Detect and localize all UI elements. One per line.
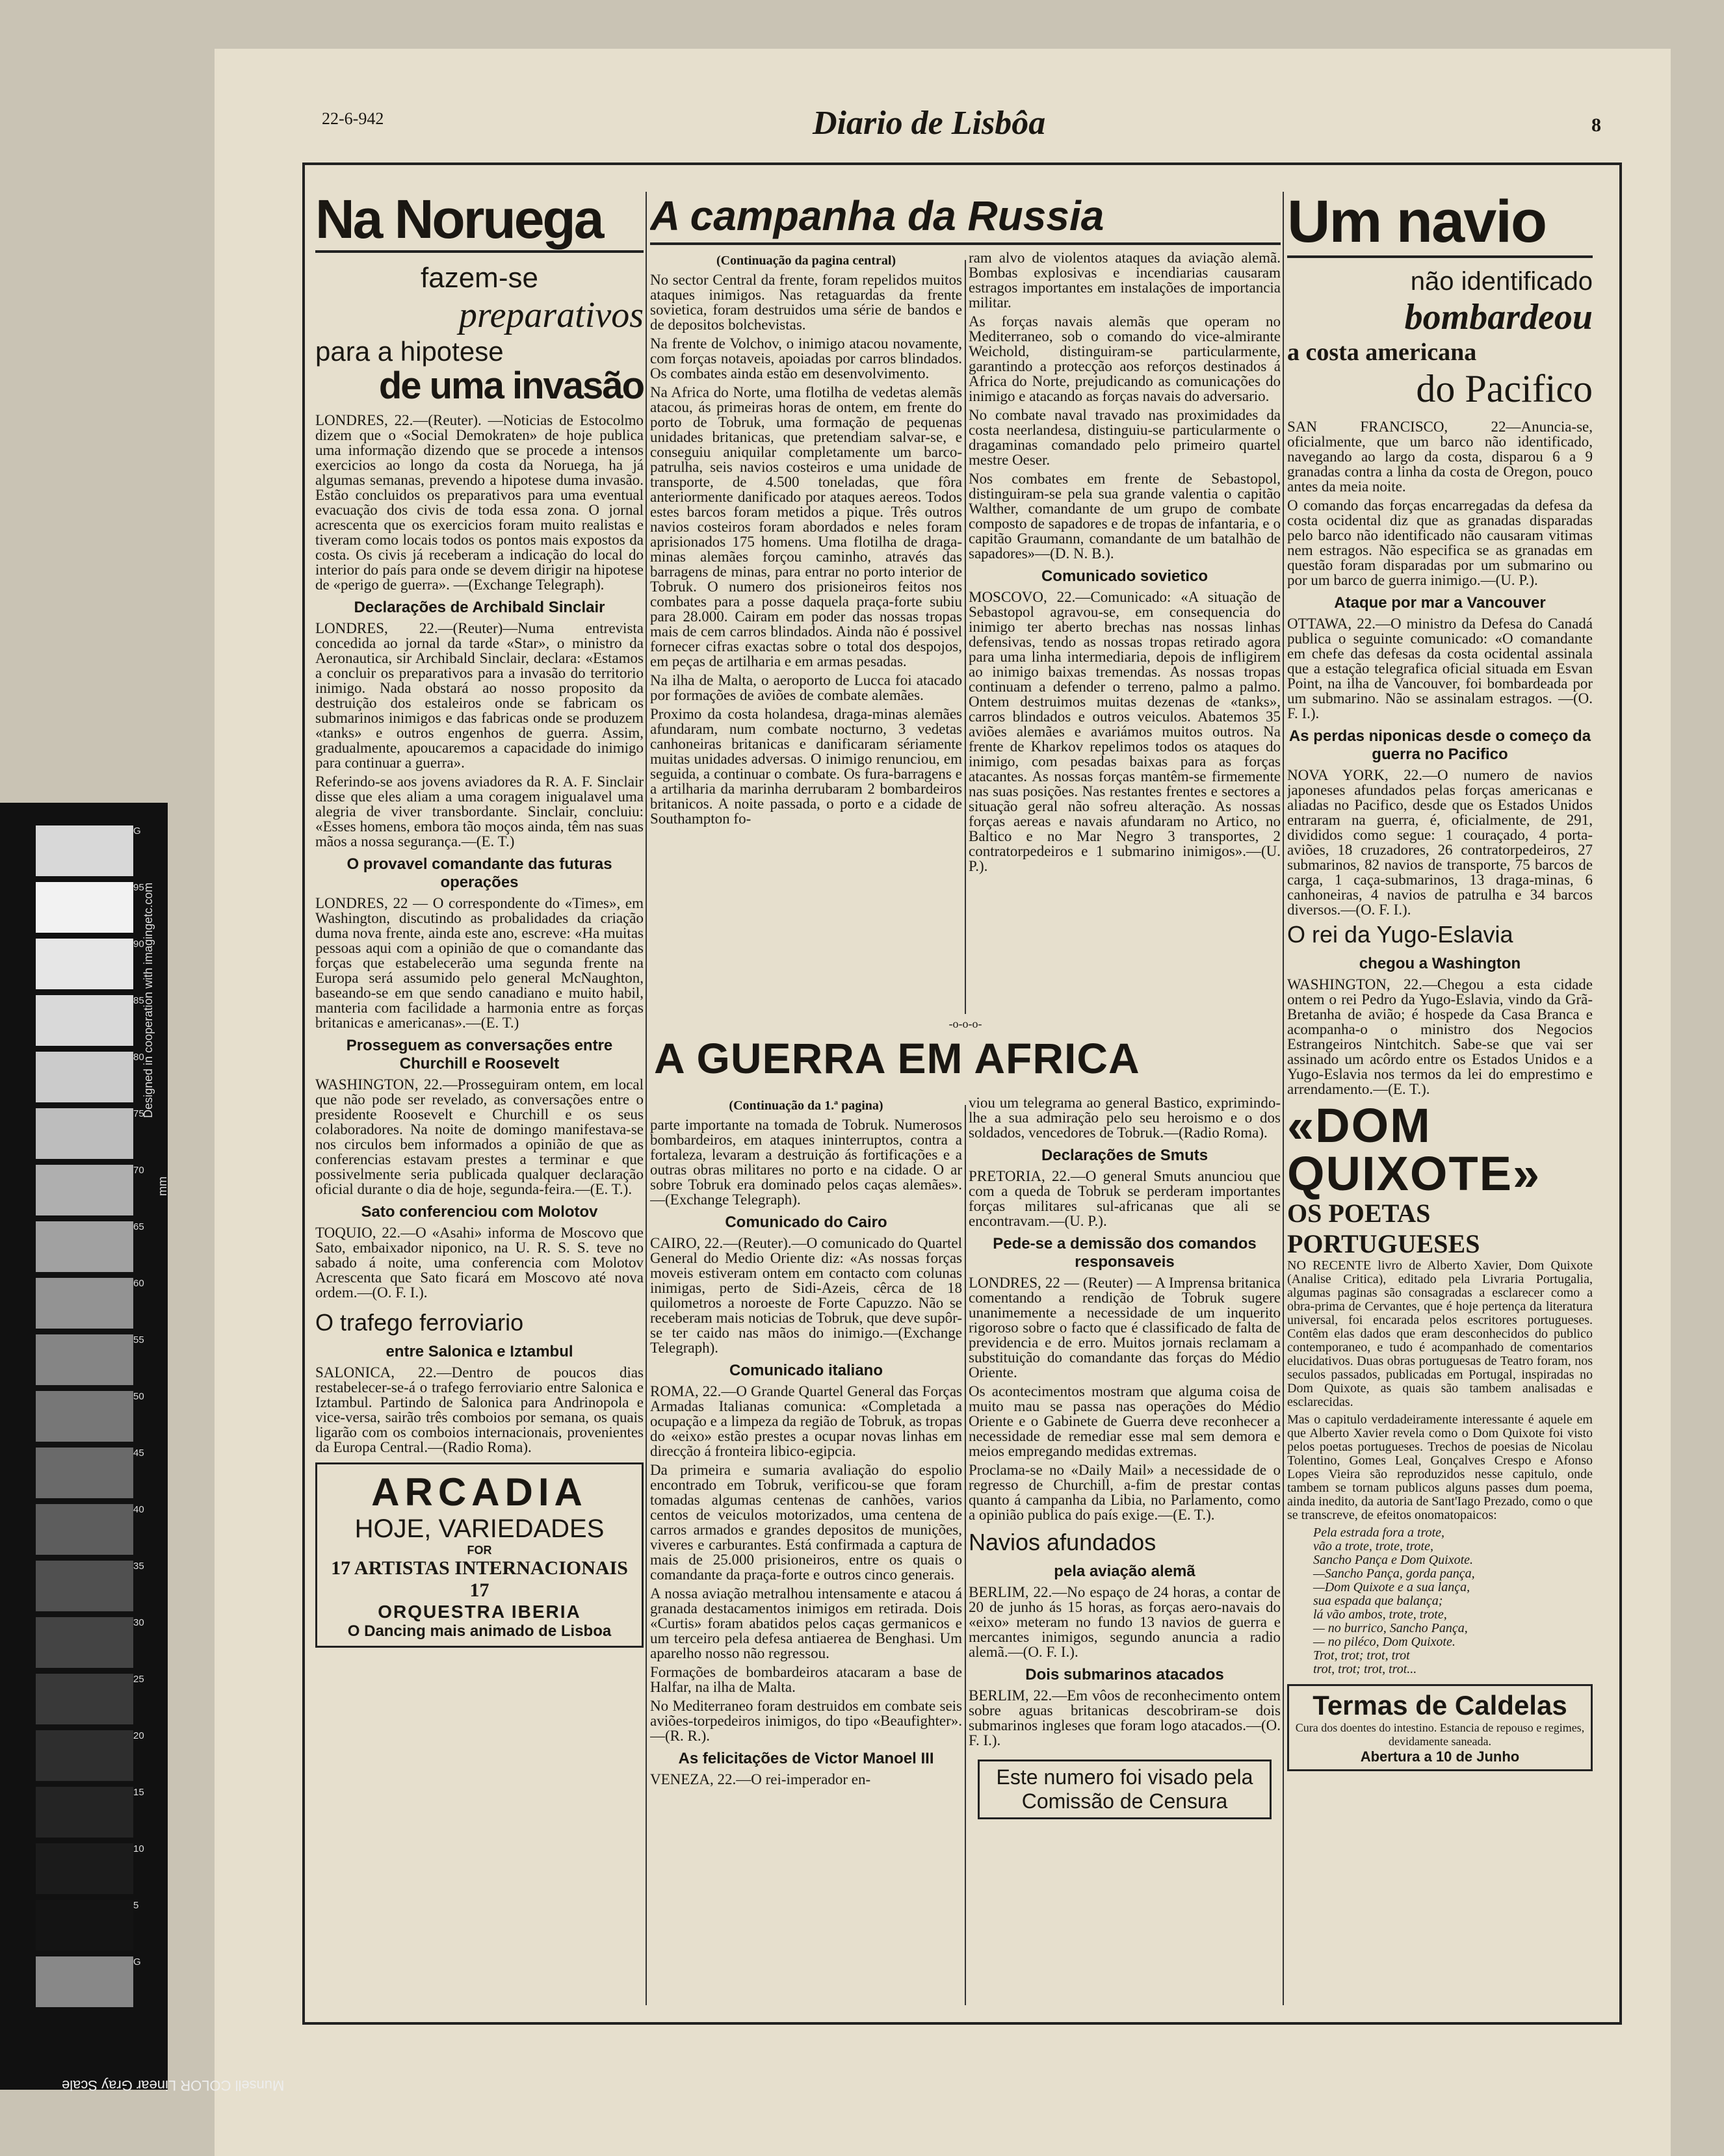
- paragraph: NOVA YORK, 22.—O numero de navios japoneses afundados pelas forças americanas e aliadas no Pacifico, desde que os Estados Unidos entraram na guerra, é, oficialmente, de 291, divididos como segue: 1 couraçado, 4 porta-aviões, 18 cruzadores, 26 contratorpedeiros, 27 submarinos, 82 navios de transporte, 75 barcos de carga, 1 caça-submarinos, 13 draga-minas, 6 canhoneiras, 4 navios de patrulha e 34 barcos diversos.—(O. F. I.).: [1287, 767, 1593, 918]
- continuation-note: (Continuação da pagina central): [716, 253, 896, 268]
- section-heading: O provavel comandante das futuras operações: [346, 855, 612, 891]
- paragraph: OTTAWA, 22.—O ministro da Defesa do Canadá publica o seguinte comunicado: «O comandante em chefe das defesas da costa ocidental assinala que a estação telegrafica oficial situada em Esvan Point, na ilha de Vancouver, foi bombardeada por um submarino. Não se assinalam estragos. —(O. F. I.).: [1287, 616, 1593, 721]
- paragraph: As forças navais alemãs que operam no Mediterraneo, sob o comando do vice-almirante Weichold, distinguiram-se particularmente, garantindo a protecção aos reforços destinados á Africa do Norte, prejudicando as comunicações do inimigo e atacando as forças navais do adversario.: [969, 313, 1281, 404]
- section-heading: «DOM QUIXOTE»: [1287, 1098, 1541, 1201]
- africa-column-b: [969, 1095, 1281, 2005]
- section-subheading: pela aviação alemã: [1054, 1563, 1195, 1580]
- paragraph: MOSCOVO, 22.—Comunicado: «A situação de Sebastopol agravou-se, em consequencia do inimigo ter aberto brechas nas nossas linhas defensivas, tendo as nossas tropas retirado agora para uma linha intermediaria, depois de infligirem ao inimigo baixas tremendas. As nossas tropas continuam a defender o terreno, palmo a palmo. Ontem destruimos muitas dezenas de «tanks», carros blindados e outros veiculos. Abatemos 35 aviões alemães e avariámos muitos outros. Na frente de Kharkov repelimos todos os ataques do inimigo, com pesadas baixas para as forças atacantes. As nossas forças mantêm-se firmemente nas suas posições. Nas restantes frentes e sectores a situação geral não sofreu alteração. As nossas forças aereas e navais afundaram no Artico, no Baltico e no Mar Negro 3 transportes, 2 contratorpedeiros e 1 submarino inimigos».—(U. P.).: [969, 589, 1281, 874]
- gray-scale-tick-label: 95: [133, 882, 144, 893]
- poem-line: —Dom Quixote e a sua lança,: [1313, 1580, 1470, 1594]
- headline: Na Noruega: [315, 192, 644, 253]
- headline: Um navio: [1287, 192, 1593, 258]
- section-heading: As felicitações de Victor Manoel III: [678, 1750, 934, 1767]
- paragraph: Nos combates em frente de Sebastopol, distinguiram-se pela sua grande valentia o capitão Walther, comandante de um grupo de combate composto de sapadores e de tropas de infantaria, e o capitão Graumann, comandante de um batalhão de sapadores»—(D. N. B.).: [969, 471, 1281, 562]
- masthead: Diario de Lisbôa: [813, 105, 1046, 142]
- poem-line: — no burrico, Sancho Pança,: [1313, 1621, 1468, 1635]
- subheadline: para a hipotese: [315, 336, 504, 367]
- section-heading: Prosseguem as conversações entre Churchill e Roosevelt: [346, 1037, 613, 1072]
- subheadline: bombardeou: [1404, 297, 1593, 337]
- paragraph: parte importante na tomada de Tobruk. Numerosos bombardeiros, em ataques ininterruptos, contra a fortaleza, levaram a destruição ás fortificações e a outras obras militares no porto e na cidade. O ar sobre Tobruk era dominado pelos caças alemães».—(Exchange Telegraph).: [650, 1117, 962, 1208]
- gray-scale-tick-label: 50: [133, 1391, 144, 1402]
- ad-title: ARCADIA: [371, 1470, 588, 1514]
- gray-scale-tick-label: 65: [133, 1221, 144, 1232]
- paragraph: TOQUIO, 22.—O «Asahi» informa de Moscovo que Sato, embaixador niponico, na U. R. S. S. teve no sabado á noite, uma conferencia com Molotov Acrescenta que Sato ficará em Moscovo até nova ordem.—(O. F. I.).: [315, 1225, 644, 1301]
- paragraph: LONDRES, 22 — O correspondente do «Times», em Washington, discutindo as probalidades da criação duma nova frente, ainda este ano, escreve: «Ha muitas pessoas aqui com a opinião de que o comandante das forças que estabelecerão uma segunda frente na Europa será assumido pelo general McNaughton, baseando-se em que sendo canadiano e muito habil, manteria com facilidade a harmonia entre as forças britanicas e americanas».—(E. T.): [315, 895, 644, 1031]
- section-heading: Comunicado italiano: [729, 1362, 883, 1379]
- paragraph: No sector Central da frente, foram repelidos muitos ataques inimigos. Nas retaguardas da frente sovietica, foram destruidos uma série de bandos e de depositos bolchevistas.: [650, 272, 962, 333]
- ad-line: ORQUESTRA IBERIA: [378, 1602, 581, 1622]
- section-heading: Navios afundados: [969, 1529, 1156, 1555]
- gray-scale-tick-label: 35: [133, 1561, 144, 1572]
- subheadline: do Pacifico: [1416, 367, 1593, 410]
- paragraph: BERLIM, 22.—Em vôos de reconhecimento ontem sobre aguas britanicas descobriram-se dois submarinos ingleses que foram logo atacados.—(O. F. I.).: [969, 1687, 1281, 1748]
- paragraph: O comando das forças encarregadas da defesa da costa ocidental diz que as granadas disparadas pelo barco não identificado não causaram vitimas nem estragos. Não especifica se as granadas em questão foram disparadas por um submarino ou por um barco de guerra inimigo.—(U. P.).: [1287, 497, 1593, 588]
- paragraph: CAIRO, 22.—(Reuter).—O comunicado do Quartel General do Medio Oriente diz: «As nossas forças moveis estiveram ontem em contacto com colunas inimigas, perto de Sidi-Azeis, cêrca de 18 quilometros a noroeste de Forte Capuzzo. Não se receberam mais noticias de Tobruk, que deve supôr-se ter caido nas mãos do inimigo.—(Exchange Telegraph).: [650, 1235, 962, 1356]
- subheadline: a costa americana: [1287, 339, 1477, 366]
- gray-scale-tick-label: G: [133, 825, 141, 837]
- gray-scale-tick-label: 15: [133, 1787, 144, 1798]
- poem-line: trot, trot; trot, trot...: [1313, 1662, 1417, 1676]
- gray-scale-tick-label: 75: [133, 1108, 144, 1119]
- paragraph: Formações de bombardeiros atacaram a base de Halfar, na ilha de Malta.: [650, 1664, 962, 1695]
- poem-line: lá vão ambos, trote, trote,: [1313, 1607, 1447, 1622]
- paragraph: WASHINGTON, 22.—Prosseguiram ontem, em local que não pode ser revelado, as conversações entre o presidente Roosevelt e Churchill e os seus colaboradores. Na noite de domingo manifestava-se nos circulos bem informados a opinião de que as conferencias estavam prestes a terminar e que possivelmente seria publicada qualquer declaração oficial durante o dia de hoje, segunda-feira.—(E. T.).: [315, 1076, 644, 1197]
- section-heading: O rei da Yugo-Eslavia: [1287, 921, 1513, 948]
- caldelas-advertisement: [1287, 1684, 1593, 1771]
- paragraph: Proclama-se no «Daily Mail» a necessidade de o regresso de Churchill, a-fim de prestar contas quanto á campanha da Libia, no Parlamento, como a opinião publica do país exige.—(E. T.).: [969, 1462, 1281, 1523]
- paragraph: Na ilha de Malta, o aeroporto de Lucca foi atacado por formações de aviões de combate alemães.: [650, 672, 962, 703]
- headline: A campanha da Russia: [650, 192, 1281, 245]
- gray-scale-tick-label: 70: [133, 1165, 144, 1176]
- censor-notice: Este numero foi visado pela Comissão de Censura: [978, 1760, 1272, 1819]
- ad-title: Termas de Caldelas: [1313, 1690, 1567, 1721]
- section-heading: O trafego ferroviario: [315, 1309, 524, 1336]
- paragraph: LONDRES, 22.—(Reuter)—Numa entrevista concedida ao jornal da tarde «Star», o ministro da Aeronautica, sir Archibald Sinclair, declara: «Estamos a concluir os preparativos para a invasão do territorio inimigo. Nada obstará ao nosso proposito da destruição dos estaleiros onde se fabricam os submarinos inimigos e das fabricas onde se produzem «tanks» e outros engenhos de guerra. Assim, gradualmente, apoucaremos a capacidade do inimigo para continuar a guerra».: [315, 620, 644, 771]
- paragraph: Mas o capitulo verdadeiramente interessante é aquele em que Alberto Xavier revela como o Dom Quixote foi visto pelos poetas portugueses. Trechos de poesias de Nicolau Tolentino, Gomes Leal, Gonçalves Crespo e Afonso Lopes Vieira são reproduzidos nesse capitulo, onde tambem se tornam publicos alguns passes dum poema, ainda inedito, da autoria de Sant'Iago Prezado, como o que se transcreve, de efeitos onomatopaicos:: [1287, 1412, 1593, 1522]
- gray-swatches: [36, 825, 133, 2041]
- gray-scale-tick-label: 55: [133, 1334, 144, 1345]
- section-heading: Comunicado do Cairo: [725, 1214, 887, 1231]
- section-subheading: OS POETAS PORTUGUESES: [1287, 1199, 1480, 1258]
- card-credit: Designed in cooperation with imagingetc.com: [142, 882, 155, 1118]
- gray-scale-tick-label: 30: [133, 1617, 144, 1628]
- ad-line: 17 ARTISTAS INTERNACIONAIS 17: [331, 1557, 628, 1601]
- russia-column-a: [650, 247, 962, 1017]
- ad-line: FOR: [467, 1544, 492, 1557]
- paragraph: LONDRES, 22.—(Reuter). —Noticias de Estocolmo dizem que o «Social Demokraten» de hoje publica uma informação dizendo que se procede a intensos exercicios ao longo da costa da Noruega, ha já algumas semanas, prevendo a hipotese duma invasão. Estão concluidos os preparativos para uma eventual evacuação dos civis de toda essa zona. O jornal acrescenta que os exercicios foram muito realistas e tiveram como locais todos os pontos mais expostos da costa. Os civis já receberam a indicação do local do interior do país para onde se devem dirigir na hipotese de «perigo de guerra». —(Exchange Telegraph).: [315, 412, 644, 593]
- column-rule: [1283, 192, 1284, 2005]
- section-heading: Declarações de Archibald Sinclair: [354, 599, 605, 616]
- gray-scale-tick-label: 45: [133, 1448, 144, 1459]
- paragraph: Proximo da costa holandesa, draga-minas alemães afundaram, num combate nocturno, 3 vedetas canhoneiras britanicas e danificaram sériamente muitas unidades adversas. O inimigo renunciou, em seguida, a continuar o combate. Os fura-barragens e a artilharia da marinha derrubaram 2 bombardeiros britanicos. A noite passada, o porto e a cidade de Southampton fo-: [650, 706, 962, 827]
- ad-line: HOJE, VARIEDADES: [354, 1514, 605, 1543]
- ad-line: Abertura a 10 de Junho: [1360, 1748, 1520, 1765]
- paragraph: LONDRES, 22 — (Reuter) — A Imprensa britanica comentando a rendição de Tobruk sugere unanimemente a necessidade de um inquerito rigoroso sobre o facto que é classificado de falta de previdencia e de erro. Muitos jornais reclamam a substituição do comandante das forças do Médio Oriente.: [969, 1275, 1281, 1381]
- paragraph: No combate naval travado nas proximidades da costa neerlandesa, distinguiu-se particularmente o dragaminas comandado pelo primeiro quartel mestre Oeser.: [969, 407, 1281, 468]
- paragraph: Na Africa do Norte, uma flotilha de vedetas alemãs atacou, ás primeiras horas de ontem, em frente do porto de Tobruk, uma formação de pequenas unidades britanicas, que pretendiam salvar-se, e conseguiu aniquilar completamente um barco-patrulha, seis navios costeiros e uma unidade de transporte, de 4.500 toneladas, que fôra anteriormente danificado por ataques aereos. Todos estes barcos foram metidos a pique. Três outros navios costeiros foram abordados e neles foram aprisionados 175 homens. Uma flotilha de draga-minas alemães forçou caminho, através das barragens de minas, para entrar no porto interior de Tobruk. O numero dos prisioneiros feitos nos combates para a posse daquela praça-forte subiu para 28.000. Cairam em poder das nossas tropas mais de cem carros blindados. Ainda não é possivel fornecer cifras exactas sobre o total dos despojos, em peças de artilharia e em armas pesadas.: [650, 384, 962, 669]
- paragraph: BERLIM, 22.—No espaço de 24 horas, a contar de 20 de junho ás 15 horas, as forças aero-navais do «eixo» meteram no fundo 13 navios de guerra e mercantes inimigos, segundo anuncia a radio alemã.—(O. F. I.).: [969, 1584, 1281, 1660]
- card-brand: Munsell COLOR Linear Gray Scale: [62, 2077, 285, 2094]
- gray-scale-tick-label: 25: [133, 1674, 144, 1685]
- column-rule: [965, 260, 966, 1014]
- headline: A GUERRA EM AFRICA: [654, 1034, 1140, 1082]
- poem-line: — no piléco, Dom Quixote.: [1313, 1635, 1456, 1649]
- paragraph: viou um telegrama ao general Bastico, exprimindo-lhe a sua admiração pelo seu heroismo e o dos soldados, vencedores de Tobruk.—(Radio Roma).: [969, 1095, 1281, 1141]
- section-subheading: chegou a Washington: [1359, 955, 1521, 972]
- paragraph: VENEZA, 22.—O rei-imperador en-: [650, 1771, 871, 1787]
- card-unit: mm: [156, 1176, 169, 1196]
- paragraph: PRETORIA, 22.—O general Smuts anunciou que com a queda de Tobruk se perderam importantes forças militares sul-africanas que ali se encontravam.—(U. P.).: [969, 1168, 1281, 1229]
- section-heading: Ataque por mar a Vancouver: [1334, 594, 1546, 612]
- page-number: 8: [1591, 114, 1601, 136]
- paragraph: ROMA, 22.—O Grande Quartel General das Forças Armadas Italianas comunica: «Completada a ocupação e a limpeza da região de Tobruk, as tropas do «eixo» estão prestes a ocupar novas linhas em direcção á fronteira libico-egipcia.: [650, 1383, 962, 1459]
- poem-line: —Sancho Pança, gorda pança,: [1313, 1566, 1475, 1581]
- poem-line: Trot, trot; trot, trot: [1313, 1648, 1410, 1663]
- poem-line: Pela estrada fora a trote,: [1313, 1526, 1445, 1540]
- gray-scale-tick-label: 20: [133, 1730, 144, 1741]
- gray-scale-tick-label: 80: [133, 1052, 144, 1063]
- paragraph: WASHINGTON, 22.—Chegou a esta cidade ontem o rei Pedro da Yugo-Eslavia, vindo da Grã-Bretanha de avião; é hospede da Casa Branca e acompanha-o o ministro dos Negocios Estrangeiros Nintchitch. Sabe-se que vai ser assinado um acôrdo entre os Estados Unidos e a Yugo-Eslavia nos termos da lei do emprestimo e arrendamento.—(E. T.).: [1287, 976, 1593, 1097]
- gray-scale-tick-label: 85: [133, 995, 144, 1006]
- column-rule: [965, 1105, 966, 2005]
- gray-scale-tick-label: G: [133, 1956, 141, 1968]
- section-heading: Sato conferenciou com Molotov: [361, 1203, 598, 1221]
- subheadline: preparativos: [458, 295, 644, 335]
- paragraph: SALONICA, 22.—Dentro de poucos dias restabelecer-se-á o trafego ferroviario entre Salonica e Iztambul. Partindo de Salonica para Andrinopola e vice-versa, sairão três comboios por semana, os quais ligarão com os comboios internacionais, provenientes da Europa Central.—(Radio Roma).: [315, 1364, 644, 1455]
- arcadia-advertisement: [315, 1462, 644, 1648]
- article-norway: [315, 192, 644, 2005]
- section-heading: Dois submarinos atacados: [1025, 1666, 1224, 1683]
- poem-line: Sancho Pança e Dom Quixote.: [1313, 1553, 1474, 1567]
- gray-scale-tick-label: 90: [133, 939, 144, 950]
- russia-column-b: [969, 250, 1281, 1014]
- africa-column-a: [650, 1092, 962, 2002]
- gray-scale-tick-label: 60: [133, 1278, 144, 1289]
- paragraph: No Mediterraneo foram destruidos em combate seis aviões-torpedeiros inimigos, do tipo «Beaufighter».—(R. R.).: [650, 1698, 962, 1744]
- ad-line: O Dancing mais animado de Lisboa: [347, 1622, 612, 1640]
- paragraph: SAN FRANCISCO, 22—Anuncia-se, oficialmente, que um barco não identificado, navegando ao largo da costa, disparou 6 a 9 granadas contra a linha da costa de Oregon, pouco antes da meia noite.: [1287, 419, 1593, 495]
- paragraph: A nossa aviação metralhou intensamente e atacou á granada destacamentos inimigos em retirada. Dois «Curtis» foram abatidos pelos caças germanicos e um terceiro pela defesa antiaerea de Benghasi. Um aparelho nosso não regressou.: [650, 1585, 962, 1661]
- poem: [1287, 1526, 1593, 1676]
- paragraph: Da primeira e sumaria avaliação do espolio encontrado em Tobruk, verificou-se que foram tomadas algumas centenas de canhões, varios centos de veiculos motorizados, uma centena de carros armados e grandes depositos de munições, viveres e carburantes. Está confirmada a captura de mais de 25.000 prisioneiros, entre os quais o comandante da praça-forte e outros cinco generais.: [650, 1462, 962, 1583]
- paragraph: Os acontecimentos mostram que alguma coisa de muito mau se passa nas operações do Médio Oriente e o Gabinete de Guerra deve reconhecer a necessidade de remediar esse mal sem demora e meios empregando medidas extremas.: [969, 1383, 1281, 1459]
- paragraph: Referindo-se aos jovens aviadores da R. A. F. Sinclair disse que eles aliam a uma coragem inigualavel uma alegria de viver transbordante. Sinclair, concluiu: «Esses homens, embora tão moços ainda, têm nas suas mãos a nossa segurança.—(E. T.): [315, 773, 644, 850]
- subheadline: fazem-se: [421, 262, 538, 294]
- section-subheading: entre Salonica e Iztambul: [385, 1343, 573, 1360]
- column-rule: [646, 192, 647, 2005]
- separator: -o-o-o-: [948, 1017, 982, 1030]
- issue-date: 22-6-942: [322, 109, 384, 128]
- section-heading: Declarações de Smuts: [1041, 1147, 1208, 1164]
- article-ship: [1287, 192, 1593, 2005]
- poem-line: vão a trote, trote, trote,: [1313, 1539, 1433, 1553]
- gray-scale-tick-label: 40: [133, 1504, 144, 1515]
- subheadline: não identificado: [1410, 267, 1593, 296]
- paragraph: Na frente de Volchov, o inimigo atacou novamente, com forças notaveis, apoiadas por carros blindados. Os combates ainda estão em desenvolvimento.: [650, 335, 962, 382]
- paragraph: ram alvo de violentos ataques da aviação alemã. Bombas explosivas e incendiarias causaram estragos importantes em instalações de importancia militar.: [969, 250, 1281, 311]
- section-heading: Comunicado sovietico: [1041, 567, 1208, 585]
- section-heading: As perdas niponicas desde o começo da guerra no Pacifico: [1288, 727, 1591, 763]
- gray-scale-tick-label: 5: [133, 1900, 139, 1911]
- poem-line: sua espada que balança;: [1313, 1594, 1443, 1608]
- africa-header: [650, 1033, 1281, 1085]
- section-heading: Pede-se a demissão dos comandos responsaveis: [993, 1235, 1257, 1271]
- gray-scale-tick-label: 10: [133, 1843, 144, 1854]
- ad-line: Cura dos doentes do intestino. Estancia de repouso e regimes, devidamente saneada.: [1295, 1721, 1585, 1748]
- subheadline: de uma invasão: [378, 365, 644, 407]
- continuation-note: (Continuação da 1.ª pagina): [729, 1098, 883, 1113]
- paragraph: NO RECENTE livro de Alberto Xavier, Dom Quixote (Analise Critica), editado pela Livraria Portugalia, algumas paginas são consagradas a esclarecer como a obra-prima de Cervantes, que é hoje pertença da literatura universal, foi encarada pelos escritores portugueses. Contêm elas dados que eram desconhecidos do publico contemporaneo, e tudo é acompanhado de comentarios elucidativos. Duas obras portuguesas de Teatro foram, nos seculos passados, publicadas em Portugal, inspiradas no Dom Quixote, as quais são tambem analisadas e esclarecidas.: [1287, 1258, 1593, 1409]
